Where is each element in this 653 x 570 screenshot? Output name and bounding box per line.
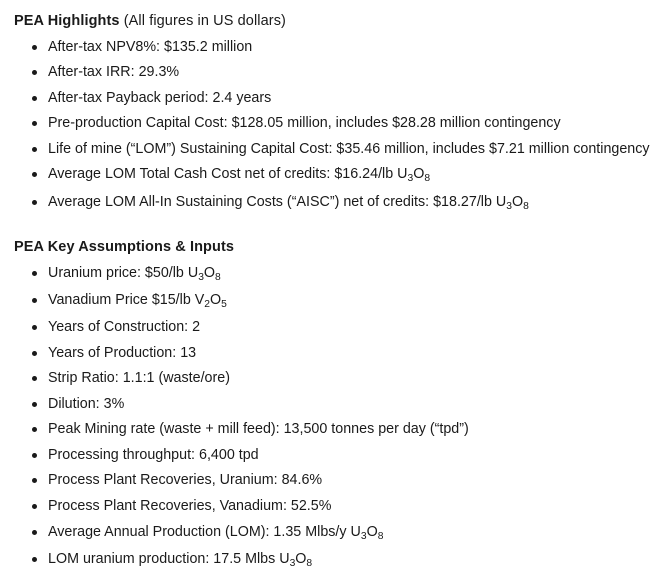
subscript: 3 <box>360 530 367 542</box>
subscript: 3 <box>506 200 512 212</box>
assumption-text-mid: O <box>203 264 216 281</box>
highlight-text: After-tax IRR: 29.3% <box>48 64 180 81</box>
list-item <box>14 497 639 516</box>
highlight-text: Average LOM Total Cash Cost net of credits: $16.24/lb U <box>48 166 408 183</box>
highlight-text: Life of mine (“LOM”) Sustaining Capital Cost: $35.46 million, includes $7.21 million contingency <box>48 140 650 157</box>
subscript: 8 <box>523 200 529 212</box>
list-item <box>14 63 639 82</box>
list-item <box>14 318 639 337</box>
subscript: 2 <box>204 298 211 310</box>
list-item <box>14 471 639 490</box>
assumption-text: Average Annual Production (LOM): 1.35 Mlbs/y U <box>48 523 361 540</box>
assumption-text-mid: O <box>210 291 222 308</box>
list-item <box>14 291 639 311</box>
list-item <box>14 344 639 363</box>
highlights-list <box>14 38 650 213</box>
highlights-heading <box>14 12 639 32</box>
list-item <box>14 38 639 57</box>
assumptions-heading: PEA Key Assumptions & Inputs <box>14 238 235 255</box>
subscript: 8 <box>215 271 221 283</box>
list-item <box>14 420 639 439</box>
list-item <box>14 446 639 465</box>
subscript: 8 <box>377 530 384 542</box>
list-item <box>14 89 639 108</box>
subscript: 3 <box>289 557 296 569</box>
list-item <box>14 395 639 414</box>
list-item <box>14 140 650 159</box>
highlights-heading-note: (All figures in US dollars) <box>119 13 286 29</box>
assumption-text: Strip Ratio: 1.1:1 (waste/ore) <box>48 370 230 387</box>
highlight-text-mid: O <box>413 166 425 183</box>
subscript: 3 <box>407 173 414 185</box>
assumption-text: Years of Construction: 2 <box>48 319 201 336</box>
list-item <box>14 193 639 213</box>
assumption-text: Vanadium Price $15/lb V <box>48 291 205 308</box>
assumption-text: LOM uranium production: 17.5 Mlbs U <box>48 550 290 567</box>
subscript: 8 <box>306 557 313 569</box>
list-item <box>14 165 639 185</box>
assumption-text: Years of Production: 13 <box>48 344 197 361</box>
assumption-text-mid: O <box>366 523 378 540</box>
highlight-text: Pre-production Capital Cost: $128.05 million, includes $28.28 million contingency <box>48 115 561 132</box>
subscript: 3 <box>198 271 204 283</box>
assumption-text-mid: O <box>295 550 307 567</box>
list-item <box>14 369 639 388</box>
subscript: 8 <box>424 173 431 185</box>
subscript: 5 <box>221 298 227 310</box>
list-item <box>14 114 639 133</box>
assumption-text: Uranium price: $50/lb U <box>48 264 199 281</box>
assumption-text: Peak Mining rate (waste + mill feed): 13,500 tonnes per day (“tpd”) <box>48 421 469 438</box>
list-item <box>14 550 639 570</box>
list-item <box>14 264 639 284</box>
highlight-text: Average LOM All-In Sustaining Costs (“AISC”) net of credits: $18.27/lb U <box>48 193 507 210</box>
highlights-heading-bold: PEA Highlights <box>14 13 120 29</box>
highlight-text: After-tax NPV8%: $135.2 million <box>48 38 253 55</box>
assumption-text: Process Plant Recoveries, Uranium: 84.6% <box>48 472 323 489</box>
assumption-text: Processing throughput: 6,400 tpd <box>48 446 259 463</box>
highlight-text-mid: O <box>511 193 524 210</box>
highlight-text: After-tax Payback period: 2.4 years <box>48 89 272 106</box>
assumption-text: Process Plant Recoveries, Vanadium: 52.5% <box>48 498 332 515</box>
assumptions-list <box>14 264 639 570</box>
list-item <box>14 523 639 543</box>
spacer <box>14 220 639 234</box>
assumption-text: Dilution: 3% <box>48 395 125 412</box>
